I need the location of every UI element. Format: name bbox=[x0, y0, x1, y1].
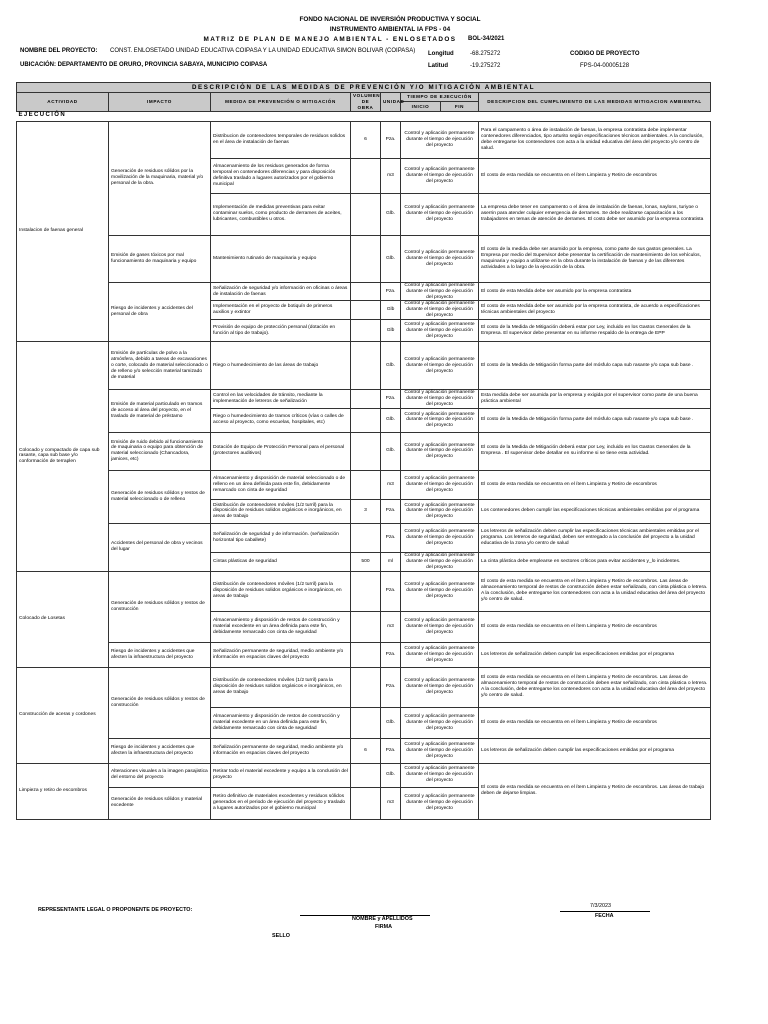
unit-cell: Pza. bbox=[381, 282, 401, 301]
measure-cell: Retiro definitivo de materiales excedentes y residuos sólidos generados en el periodo de ejecución del proyecto y traslado a lugares autorizados por el gobierno municipal bbox=[211, 787, 351, 819]
volume-cell: 6 bbox=[351, 738, 381, 763]
volume-cell bbox=[351, 320, 381, 342]
table-row bbox=[17, 235, 711, 282]
table-banner: DESCRIPCIÓN DE LAS MEDIDAS DE PREVENCIÓN Y/O MITIGACIÓN AMBIENTAL bbox=[17, 83, 711, 93]
description-cell: Los letreros de señalización deben cumplir las especificaciones emitidas por el programa bbox=[479, 642, 711, 667]
measure-cell: Implementación en el proyecto de botiquín de primeros auxilios y extintor bbox=[211, 301, 351, 320]
table-row bbox=[17, 667, 711, 707]
activity-cell: Limpieza y retiro de escombros bbox=[17, 763, 109, 819]
activity-cell: Colocado de Losetas bbox=[17, 571, 109, 667]
description-cell: El costo de esta medida se encuentra en el ítem Limpieza y Retiro de escombros bbox=[479, 470, 711, 499]
unit-cell: Pza. bbox=[381, 523, 401, 552]
volume-cell bbox=[351, 470, 381, 499]
col-tiempo: TIEMPO DE EJECUCIÓN bbox=[401, 93, 479, 102]
measure-cell: Almacenamiento y disposición de restos de construcción y material excedente en un área definida para este fin, debidamente remarcado con cinta de seguridad bbox=[211, 707, 351, 738]
unit-cell: Glb. bbox=[381, 342, 401, 390]
impact-cell: Generación de residuos sólidos por la movilización de la maquinaria, material y/o personal de la obra. bbox=[109, 121, 211, 235]
unit-cell: Glb. bbox=[381, 408, 401, 432]
description-cell: El costo de esta medida se encuentra en el ítem Limpieza y Retiro de escombros bbox=[479, 707, 711, 738]
table-row bbox=[17, 282, 711, 301]
unit-cell: m3 bbox=[381, 611, 401, 642]
description-cell: El costo de esta Medida debe ser asumido por la empresa contratista bbox=[479, 282, 711, 301]
unit-cell: Glb. bbox=[381, 707, 401, 738]
volume-cell bbox=[351, 787, 381, 819]
table-row bbox=[17, 763, 711, 787]
time-cell: Control y aplicación permanente durante el tiempo de ejecución del proyecto bbox=[401, 707, 479, 738]
impact-cell: Generación de residuos sólidos y restos de construcción bbox=[109, 667, 211, 738]
measure-cell: Dotación de Equipo de Protección Personal para el personal (protectores auditivos) bbox=[211, 432, 351, 470]
impact-cell: Riesgo de incidentes y accidentes del personal de obra bbox=[109, 282, 211, 341]
description-cell: El costo de la Medida de Mitigación forma parte del mósfulo capa sub rasante y/o capa sub base . bbox=[479, 342, 711, 390]
measure-cell: Implementación de medidas preventivas para evitar contaminar suelos, como producto de derrames de aceites, lubricantes, combustibles u otros. bbox=[211, 193, 351, 235]
unit-cell: Pza. bbox=[381, 571, 401, 611]
description-cell: Esta medida debe ser asumida por la empresa y exigida por el supervisor como parte de una buena práctica ambiental bbox=[479, 390, 711, 409]
col-unidad: UNIDAD bbox=[381, 93, 401, 112]
time-cell: Control y aplicación permanente durante el tiempo de ejecución del proyecto bbox=[401, 193, 479, 235]
time-cell: Control y aplicación permanente durante el tiempo de ejecución del proyecto bbox=[401, 763, 479, 787]
volume-cell bbox=[351, 667, 381, 707]
project-code-label: CODIGO DE PROYECTO bbox=[570, 51, 640, 57]
description-cell: El costo de esta medida se encuentra en el ítem Limpieza y Retiro de escombros. Las áreas de almacenamiento temporal de restos de construcción deben estar señalizado, con cinta plástica o letrera. A la conclusión, debe entregarse los contenedores con acta a la unidad educativa del área del proyecto y/o centro de salud. bbox=[479, 571, 711, 611]
measure-cell: Provisión de equipo de protección personal (dotación en función al tipo de trabajo). bbox=[211, 320, 351, 342]
col-medida: MEDIDA DE PREVENCIÓN O MITIGACIÓN bbox=[211, 93, 351, 112]
volume-cell bbox=[351, 523, 381, 552]
measure-cell: Control en las velocidades de tránsito, mediante la implementación de letreros de señalización bbox=[211, 390, 351, 409]
measure-cell: Riego o humedecimiento de las áreas de trabajo bbox=[211, 342, 351, 390]
unit-cell: Glb. bbox=[381, 193, 401, 235]
time-cell: Control y aplicación permanente durante el tiempo de ejecución del proyecto bbox=[401, 320, 479, 342]
impact-cell: Emisión de gases tóxicos por mal funcionamiento de maquinaria y equipo bbox=[109, 235, 211, 282]
unit-cell: Glb. bbox=[381, 432, 401, 470]
volume-cell bbox=[351, 390, 381, 409]
time-cell: Control y aplicación permanente durante el tiempo de ejecución del proyecto bbox=[401, 121, 479, 158]
measure-cell: Señalización permanente de seguridad, medio ambiente y/o información en espacios claves del proyecto bbox=[211, 738, 351, 763]
legal-rep-label: REPRESENTANTE LEGAL O PROPONENTE DE PROYECTO: bbox=[38, 907, 193, 913]
description-cell: El costo de esta medida se encuentra en el ítem Limpieza y Retiro de escombros. Las áreas de almacenamiento temporal de restos de construcción deben estar señalizado, con cinta plástica o letrera. A la conclusión, debe entregarse los contenedores con acta a la unidad educativa del área del proyecto y/o centro de salud. bbox=[479, 667, 711, 707]
volume-cell bbox=[351, 282, 381, 301]
description-cell: Los contenedores deben cumplir las especificaciones técnicas ambientales emitidas por el programa bbox=[479, 499, 711, 523]
time-cell: Control y aplicación permanente durante el tiempo de ejecución del proyecto bbox=[401, 571, 479, 611]
date-line bbox=[560, 911, 650, 912]
project-label: NOMBRE DEL PROYECTO: bbox=[20, 48, 98, 54]
measure-cell: Retirar todo el material excedente y equipo a la conclusión del proyecto bbox=[211, 763, 351, 787]
date-value: 7/3/2023 bbox=[590, 903, 611, 909]
table-row bbox=[17, 121, 711, 158]
measure-cell: Distribucion de contenedores temporales de residuos solidos en el área de instalación de faenas bbox=[211, 121, 351, 158]
code-ref: BOL-34/2021 bbox=[468, 36, 505, 42]
impact-cell: Riesgo de incidentes y accidentes que afecten la infraestructura del proyecto bbox=[109, 738, 211, 763]
volume-cell bbox=[351, 342, 381, 390]
unit-cell: Pza. bbox=[381, 642, 401, 667]
time-cell: Control y aplicación permanente durante el tiempo de ejecución del proyecto bbox=[401, 342, 479, 390]
time-cell: Control y aplicación permanente durante el tiempo de ejecución del proyecto bbox=[401, 408, 479, 432]
impact-cell: Generación de residuos sólidos y restos de material seleccionado o de relleno bbox=[109, 470, 211, 523]
volume-cell: 6 bbox=[351, 121, 381, 158]
unit-cell: Pza. bbox=[381, 667, 401, 707]
volume-cell bbox=[351, 301, 381, 320]
table-row bbox=[17, 342, 711, 390]
unit-cell: Pza. bbox=[381, 499, 401, 523]
volume-cell bbox=[351, 158, 381, 193]
table-row bbox=[17, 470, 711, 499]
measure-cell: Señalización de seguridad y/o información en oficinas o áreas de instalación de faenas bbox=[211, 282, 351, 301]
mitigation-table bbox=[16, 82, 711, 820]
volume-cell: 3 bbox=[351, 499, 381, 523]
project-name: CONST. ENLOSETADO UNIDAD EDUCATIVA COIPASA Y LA UNIDAD EDUCATIVA SIMON BOLIVAR (COIPASA) bbox=[110, 48, 416, 54]
unit-cell: Glb bbox=[381, 301, 401, 320]
impact-cell: Generación de residuos sólidos y restos de construcción bbox=[109, 571, 211, 642]
unit-cell: m3 bbox=[381, 470, 401, 499]
unit-cell: Pza. bbox=[381, 390, 401, 409]
measure-cell: Cintas plásticas de seguridad bbox=[211, 552, 351, 571]
project-code-value: FPS-04-00005128 bbox=[580, 63, 630, 69]
description-cell: El costo de la Medida de Mitigación deberá estar por Ley, incluido en los Gastos Generales de la Empresa. El supervisor debe presentar en su informe respaldo de la entrega de EPP bbox=[479, 320, 711, 342]
description-cell: El costo de la Medida de Mitigación deberá estar por Ley, incluido en los Gastos Generales de la Empresa . El supervisor debe detallar en su informe si se tiene esta actividad. bbox=[479, 432, 711, 470]
description-cell: El costo de esta medida se encuentra en el ítem Limpieza y Retiro de escombros bbox=[479, 158, 711, 193]
time-cell: Control y aplicación permanente durante el tiempo de ejecución del proyecto bbox=[401, 552, 479, 571]
longitude-value: -68.275272 bbox=[470, 51, 501, 57]
impact-cell: Emisión de partículas de polvo a la atmósfera, debido a tareas de excavaciones o corte, colocado de material seleccionado o de relleno y/o selección material tamizado de material bbox=[109, 342, 211, 390]
unit-cell: Pza. bbox=[381, 121, 401, 158]
description-cell: El costo de esta Medida debe ser asumido por la empresa contratista, de acuerdo a especificaciones técnicas ambientales del proyecto bbox=[479, 301, 711, 320]
volume-cell bbox=[351, 571, 381, 611]
description-cell: El costo de la Medida de Mitigación forma parte del mósfulo capa sub rasante y/o capa sub base . bbox=[479, 408, 711, 432]
description-cell: El costo de esta medida se encuentra en el ítem Limpieza y Retiro de escombros. Las áreas de trabajo deben de dejarse limpias. bbox=[479, 763, 711, 819]
table-row bbox=[17, 738, 711, 763]
time-cell: Control y aplicación permanente durante el tiempo de ejecución del proyecto bbox=[401, 158, 479, 193]
time-cell: Control y aplicación permanente durante el tiempo de ejecución del proyecto bbox=[401, 301, 479, 320]
volume-cell bbox=[351, 642, 381, 667]
org-title: FONDO NACIONAL DE INVERSIÓN PRODUCTIVA Y SOCIAL bbox=[299, 16, 481, 23]
measure-cell: Señalización de seguridad y de información. (señalización horizontal tipo caballete) bbox=[211, 523, 351, 552]
table-row bbox=[17, 390, 711, 409]
unit-cell: Glb. bbox=[381, 235, 401, 282]
time-cell: Control y aplicación permanente durante el tiempo de ejecución del proyecto bbox=[401, 235, 479, 282]
volume-cell bbox=[351, 432, 381, 470]
col-fin: FIN bbox=[441, 102, 479, 111]
impact-cell: Accidentes del personal de obra y vecinos del lugar bbox=[109, 523, 211, 571]
unit-cell: ml bbox=[381, 552, 401, 571]
volume-cell bbox=[351, 408, 381, 432]
impact-cell: Alteraciones visuales a la imagen pasajistica del entorno del proyecto bbox=[109, 763, 211, 787]
time-cell: Control y aplicación permanente durante el tiempo de ejecución del proyecto bbox=[401, 432, 479, 470]
col-volumen: VOLUMEN DE OBRA bbox=[351, 93, 381, 112]
activity-cell: Instalacion de faenas general bbox=[17, 121, 109, 341]
col-descripcion: DESCRIPCION DEL CUMPLIMIENTO DE LAS MEDIDAS MITIGACION AMBIENTAL bbox=[479, 93, 711, 112]
unit-cell: Glb bbox=[381, 320, 401, 342]
volume-cell bbox=[351, 763, 381, 787]
description-cell: Para el campamento o área de instalación de faenas, la empresa contratista debe implementar contenedores diferenciados, tipo arturito según especificaciones técnicos ambientales. A la conclusión, debe entregarse los contenedores con acta a la unidad educativa del área del proyecto y/o centro de salud. bbox=[479, 121, 711, 158]
col-impacto: IMPACTO bbox=[109, 93, 211, 112]
volume-cell bbox=[351, 611, 381, 642]
section-ejecucion: EJECUCIÓN bbox=[17, 111, 711, 121]
time-cell: Control y aplicación permanente durante el tiempo de ejecución del proyecto bbox=[401, 470, 479, 499]
activity-cell: Construcción de aceras y cordones bbox=[17, 667, 109, 763]
volume-cell bbox=[351, 235, 381, 282]
time-cell: Control y aplicación permanente durante el tiempo de ejecución del proyecto bbox=[401, 282, 479, 301]
matrix-title: MATRIZ DE PLAN DE MANEJO AMBIENTAL - ENLOSETADOS bbox=[203, 36, 457, 43]
time-cell: Control y aplicación permanente durante el tiempo de ejecución del proyecto bbox=[401, 642, 479, 667]
measure-cell: Distribución de contenedores móviles (1/2 turril) para la disposición de residuos solidos orgánicos e inorgánicos, en areas de trabajo bbox=[211, 499, 351, 523]
col-inicio: INICIO bbox=[401, 102, 441, 111]
location-label: UBICACIÓN: DEPARTAMENTO DE ORURO, PROVINCIA SABAYA, MUNICIPIO COIPASA bbox=[20, 62, 268, 68]
unit-cell: m3 bbox=[381, 158, 401, 193]
impact-cell: Riesgo de incidentes y accidentes que afecten la infraestructura del proyecto bbox=[109, 642, 211, 667]
seal-label: SELLO bbox=[272, 933, 290, 939]
col-actividad: ACTIVIDAD bbox=[17, 93, 109, 112]
measure-cell: Riego o humedecimiento de tramos críticos (vías o calles de acceso al proyecto, como escuelas, hospitales, etc) bbox=[211, 408, 351, 432]
table-row bbox=[17, 642, 711, 667]
description-cell: La empresa debe tener en campamento o el área de instalación de faenas, lonas, naylons, turiyoe o aserrin para atender culquier emergencia de derrames. Se debe realizarse capacitación a los trabajadores en temas de atención de derrames. El costo debe ser asumido por la empresa contratista bbox=[479, 193, 711, 235]
volume-cell: 500 bbox=[351, 552, 381, 571]
time-cell: Control y aplicación permanente durante el tiempo de ejecución del proyecto bbox=[401, 738, 479, 763]
measure-cell: Mantenimiento rutinario de maquinaria y equipo bbox=[211, 235, 351, 282]
measure-cell: Distribución de contenedores móviles (1/2 turril) para la disposición de residuos solidos orgánicos e inorgánicos, en areas de trabajo bbox=[211, 667, 351, 707]
name-label: NOMBRE y APELLIDOS bbox=[352, 916, 413, 922]
description-cell: La cinta plástica debe emplearse en sectores críticos para evitar accidentes y_lo incidentes. bbox=[479, 552, 711, 571]
time-cell: Control y aplicación permanente durante el tiempo de ejecución del proyecto bbox=[401, 787, 479, 819]
unit-cell: Pza. bbox=[381, 738, 401, 763]
description-cell: Los letreros de señalización deben cumplir las especificaciones emitidas por el programa bbox=[479, 738, 711, 763]
time-cell: Control y aplicación permanente durante el tiempo de ejecución del proyecto bbox=[401, 523, 479, 552]
volume-cell bbox=[351, 707, 381, 738]
instrument-title: INSTRUMENTO AMBIENTAL IA FPS - 04 bbox=[329, 26, 451, 33]
unit-cell: m3 bbox=[381, 787, 401, 819]
latitude-value: -19.275272 bbox=[470, 63, 501, 69]
measure-cell: Almacenamiento y disposición de material seleccionado o de relleno en un área definida para este fin, debidamente remarcado con cinta de seguridad bbox=[211, 470, 351, 499]
table-row bbox=[17, 432, 711, 470]
time-cell: Control y aplicación permanente durante el tiempo de ejecución del proyecto bbox=[401, 667, 479, 707]
description-cell: Los letreros de señalización deben cumplir las especificaciones técnicas ambientales emitidas por el programa. Los letreros de seguridad, deben ser entregado a la conclusión del proyecto a la unidad educativa de la zona y/o centro de salud bbox=[479, 523, 711, 552]
longitude-label: Longitud bbox=[428, 51, 454, 57]
measure-cell: Almacenamiento y disposición de restos de construcción y material excedente en un área definida para este fin, debidamente remarcado con cinta de seguridad bbox=[211, 611, 351, 642]
impact-cell: Emisión de material particulado en tramos de acceso al área del proyecto, en el traslado de material de préstamo bbox=[109, 390, 211, 433]
impact-cell: Emisión de ruido debido al funcionamiento de maquinaria o equipo para obtención de material seleccionado (Chancadora, jamices, etc) bbox=[109, 432, 211, 470]
measure-cell: Almacenamiento de los residuos generados de forma temporal en contenedores diferencias y para disposición definitiva traslado a lugares autorizados por el gobierno municipal bbox=[211, 158, 351, 193]
time-cell: Control y aplicación permanente durante el tiempo de ejecución del proyecto bbox=[401, 611, 479, 642]
table-row bbox=[17, 523, 711, 552]
description-cell: El costo de la medida debe ser asumido por la empresa, como parte de sus gastos generales. La Empresa por medio del Supervisor debe presentar la certificación de mantenimiento de los vehículos, maquinaria y equipo a utilizarse en la obra durante la instalación de faenas y de las diferentes actividades a lo largo de la ejecución de la obra. bbox=[479, 235, 711, 282]
time-cell: Control y aplicación permanente durante el tiempo de ejecución del proyecto bbox=[401, 499, 479, 523]
description-cell: El costo de esta medida se encuentra en el ítem Limpieza y Retiro de escombros bbox=[479, 611, 711, 642]
date-label: FECHA bbox=[595, 913, 614, 919]
measure-cell: Señalización permanente de seguridad, medio ambiente y/o información en espacios claves del proyecto bbox=[211, 642, 351, 667]
table-row bbox=[17, 571, 711, 611]
signature-label: FIRMA bbox=[375, 924, 393, 930]
time-cell: Control y aplicación permanente durante el tiempo de ejecución del proyecto bbox=[401, 390, 479, 409]
unit-cell: Glb. bbox=[381, 763, 401, 787]
impact-cell: Generación de residuos sólidos y material excedente bbox=[109, 787, 211, 819]
latitude-label: Latitud bbox=[428, 63, 448, 69]
activity-cell: Colocado y compactado de capa sub rasante, capa sub base y/o conformación de terraplen bbox=[17, 342, 109, 571]
measure-cell: Distribución de contenedores móviles (1/2 turril) para la disposición de residuos solidos orgánicos e inorgánicos, en areas de trabajo bbox=[211, 571, 351, 611]
volume-cell bbox=[351, 193, 381, 235]
